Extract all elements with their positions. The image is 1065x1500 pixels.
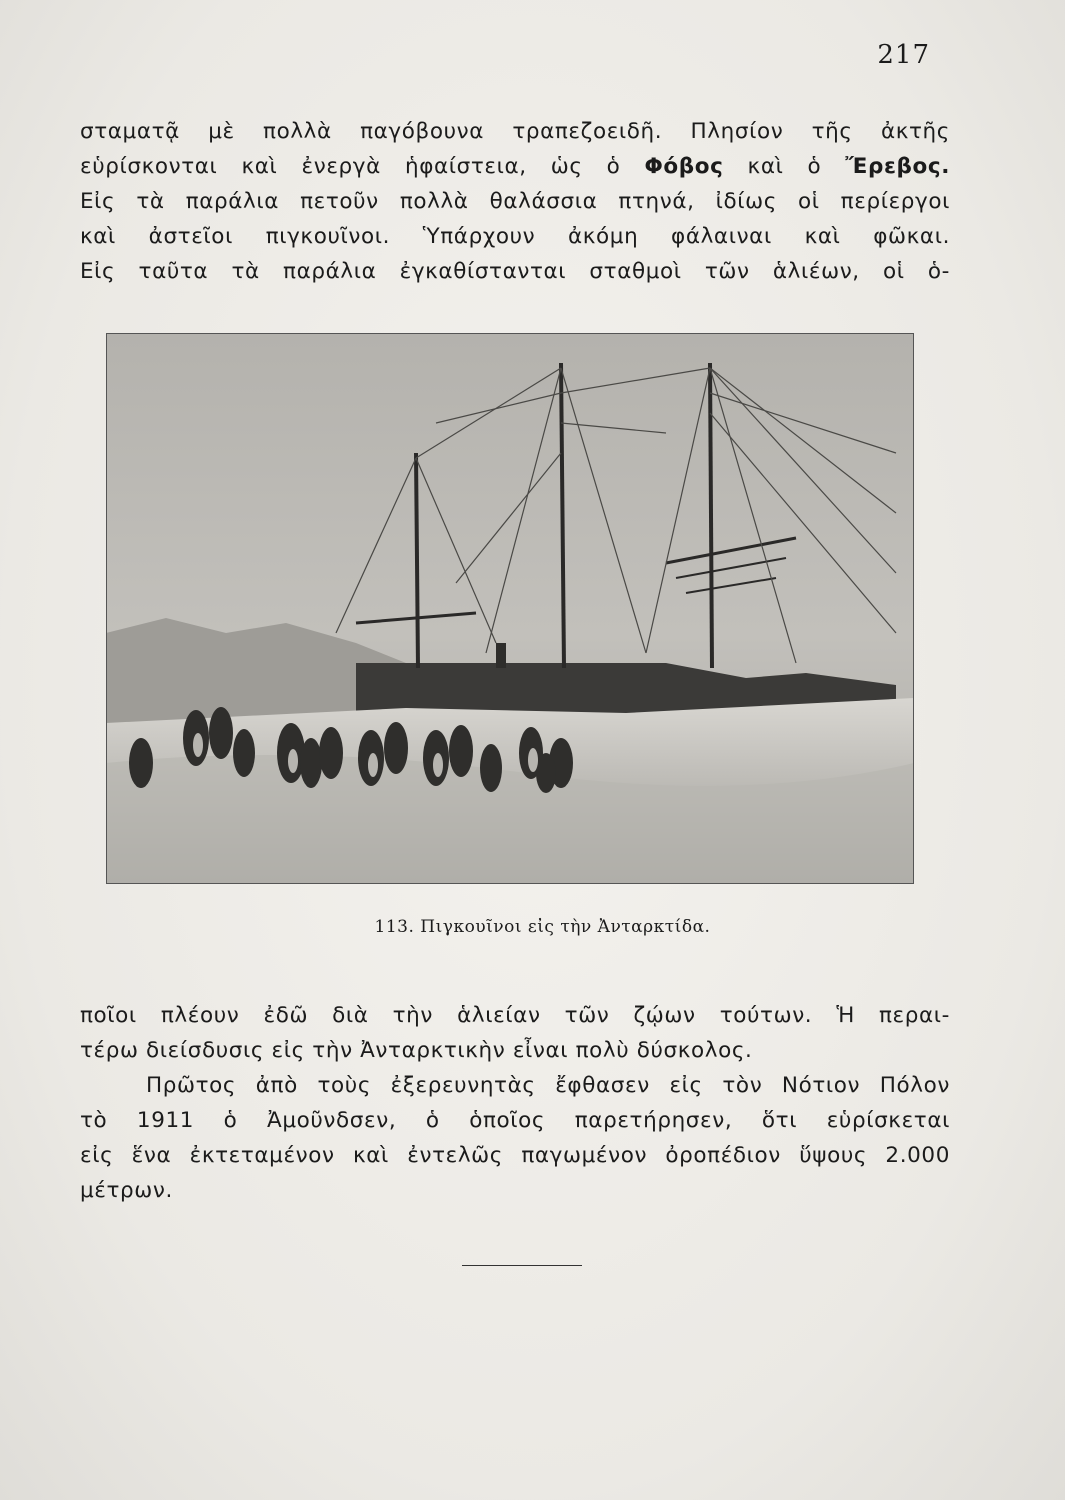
text-line: τὸ 1911 ὁ Ἀμοῦνδσεν, ὁ ὁποῖος παρετήρησεν, ὅτι εὑρίσκεται <box>80 1108 950 1133</box>
bold-term-fovos: Φόβος <box>644 154 724 179</box>
section-divider <box>462 1265 582 1266</box>
page-number: 217 <box>877 40 930 70</box>
bold-term-erevos: Ἔρεβος <box>845 154 942 179</box>
text-line: Πρῶτος ἀπὸ τοὺς ἐξερευνητὰς ἔφθασεν εἰς τὸν Νότιον Πόλον <box>146 1073 950 1098</box>
text-line: μέτρων. <box>80 1178 173 1203</box>
text-line: ποῖοι πλέουν ἐδῶ διὰ τὴν ἁλιείαν τῶν ζῴων τούτων. Ἡ περαι- <box>80 1003 950 1028</box>
paragraph-top <box>80 114 950 289</box>
text-line: τέρω διείσδυσις εἰς τὴν Ἀνταρκτικὴν εἶναι πολὺ δύσκολος. <box>80 1038 753 1063</box>
text-line: εἰς ἕνα ἐκτεταμένον καὶ ἐντελῶς παγωμένον ὀροπέδιον ὕψους 2.000 <box>80 1143 950 1168</box>
text-line: Εἰς τὰ παράλια πετοῦν πολλὰ θαλάσσια πτηνά, ἰδίως οἱ περίεργοι <box>80 189 950 214</box>
text-line: σταματᾷ μὲ πολλὰ παγόβουνα τραπεζοειδῆ. Πλησίον τῆς ἀκτῆς <box>80 119 950 144</box>
figure-caption: 113. Πιγκουῖνοι εἰς τὴν Ἀνταρκτίδα. <box>374 917 711 937</box>
photograph-ship-penguins <box>106 333 914 884</box>
paragraph-bottom <box>80 998 950 1208</box>
text-line: καὶ ἀστεῖοι πιγκουῖνοι. Ὑπάρχουν ἀκόμη φάλαιναι καὶ φῶκαι. <box>80 224 950 249</box>
text-line: Εἰς ταῦτα τὰ παράλια ἐγκαθίστανται σταθμοὶ τῶν ἁλιέων, οἱ ὁ- <box>80 259 950 284</box>
text-line: εὑρίσκονται καὶ ἐνεργὰ ἡφαίστεια, ὡς ὁ Φόβος καὶ ὁ Ἔρεβος. <box>80 154 951 179</box>
